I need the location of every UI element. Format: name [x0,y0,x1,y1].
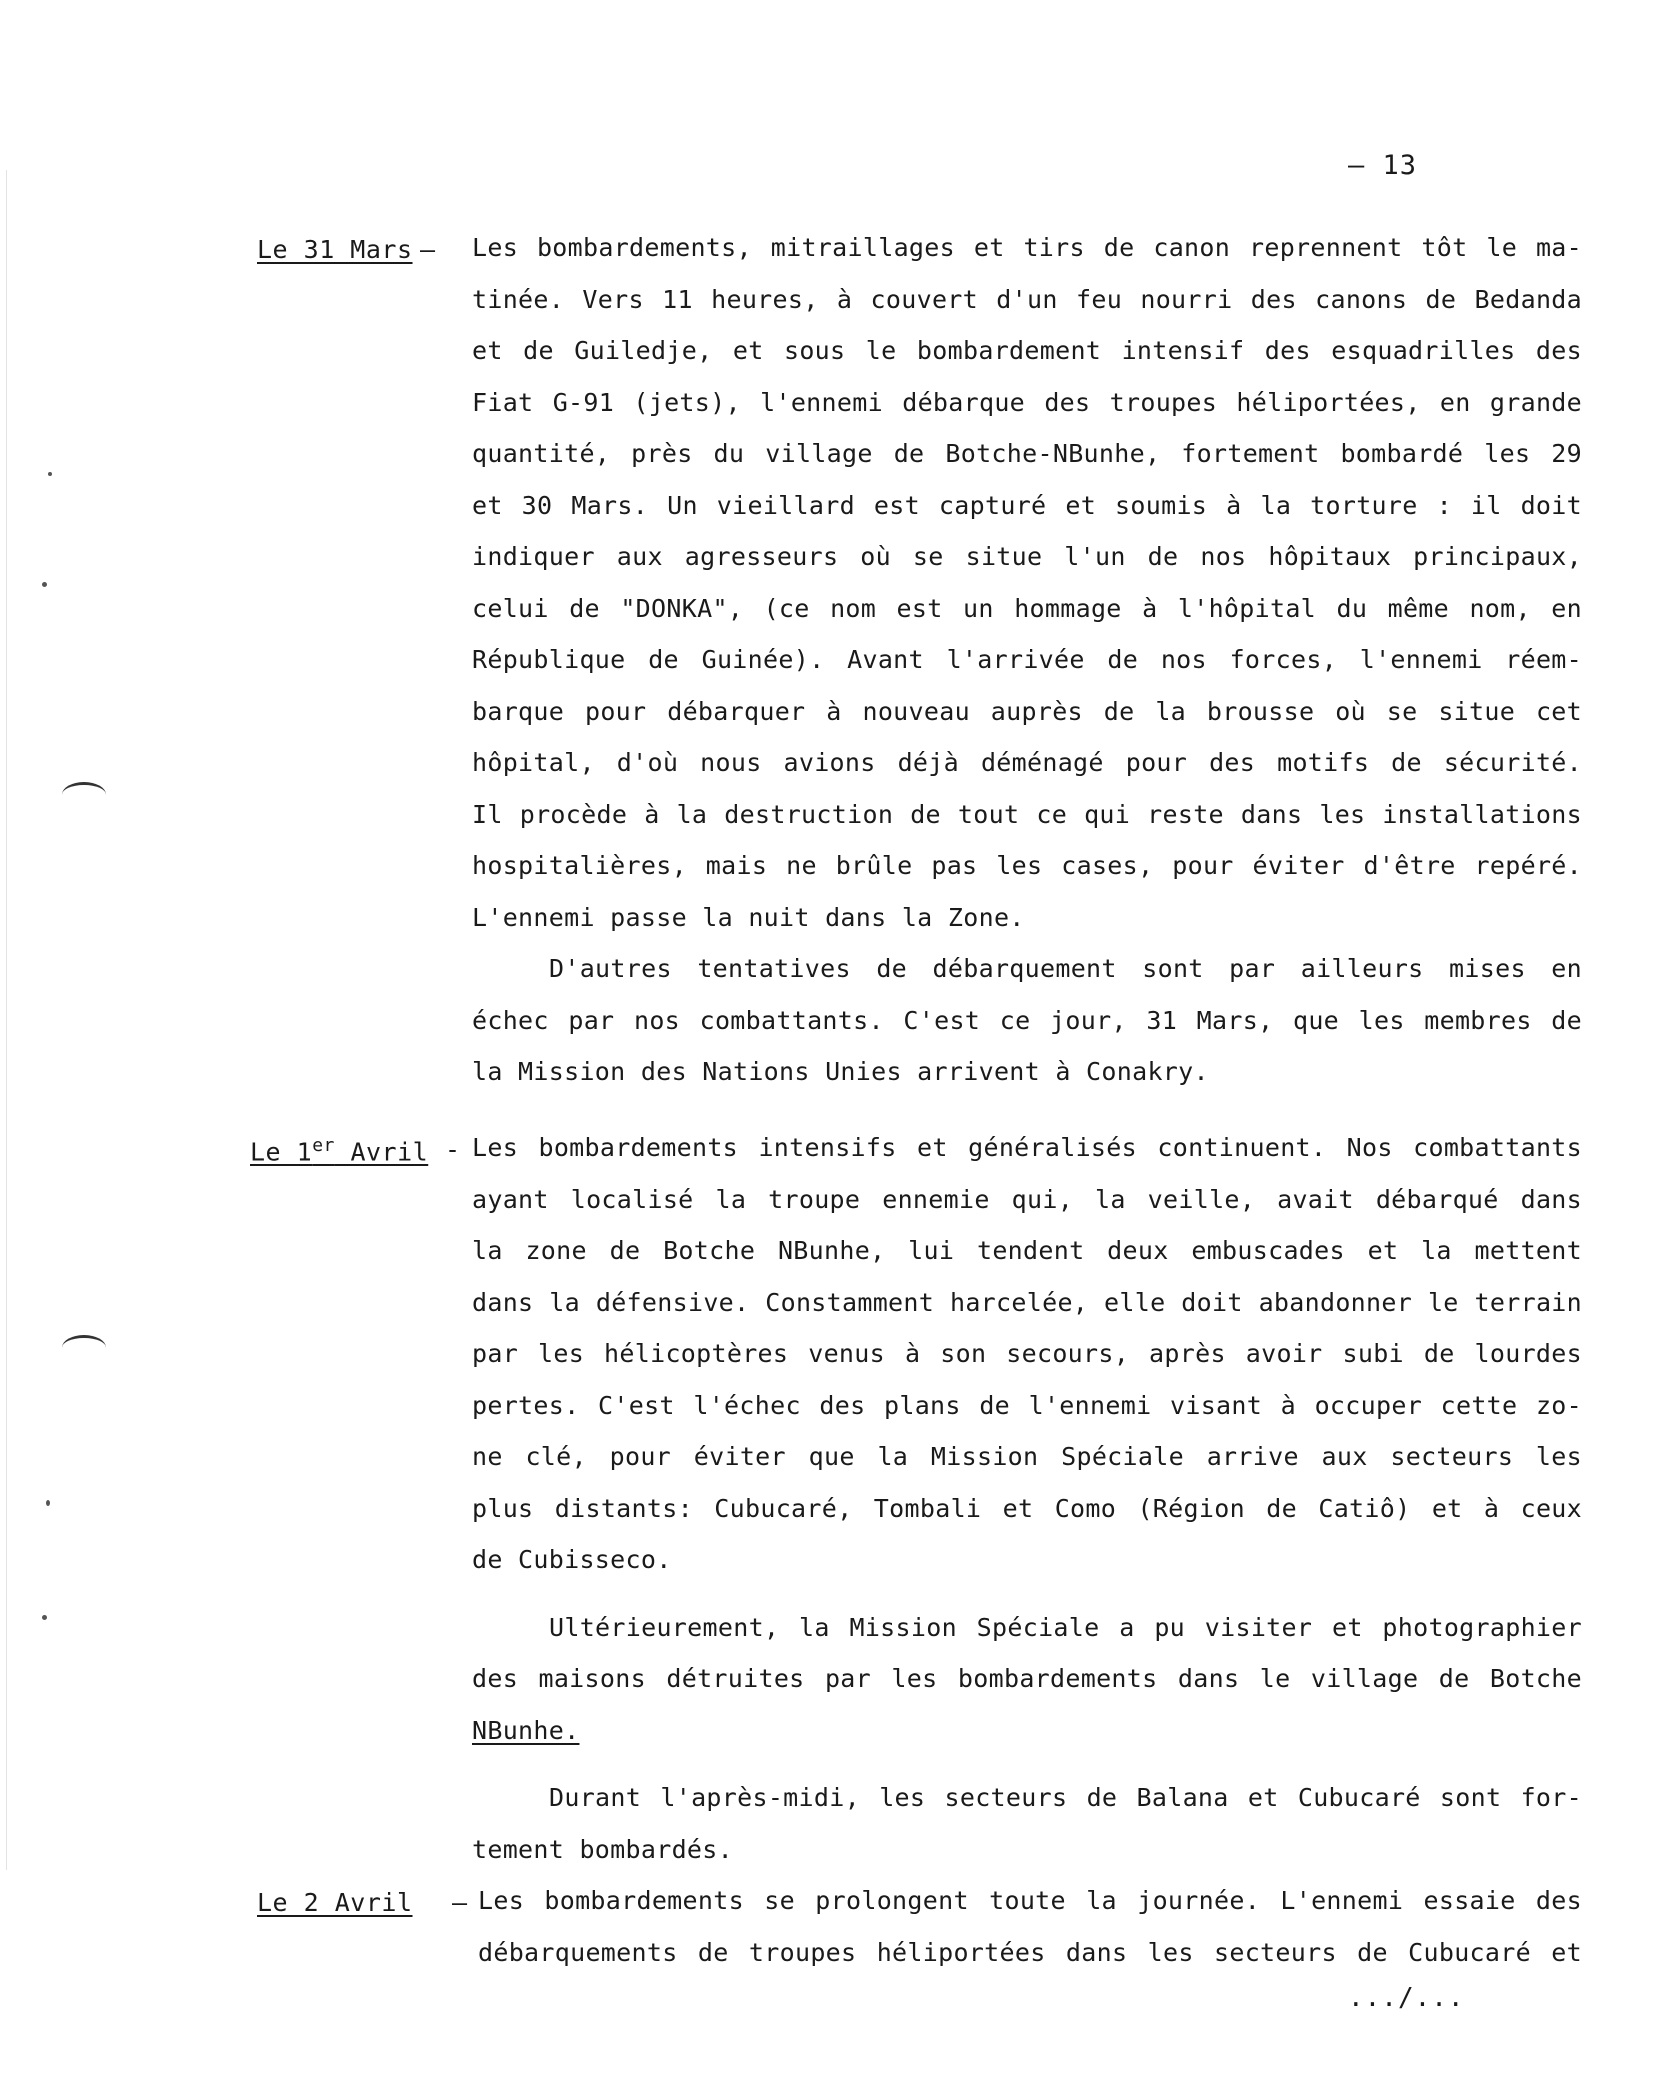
text-line: des maisons détruites par les bombardements dans le village de Botche [472,1664,1582,1693]
entry-date-sup: er [312,1135,335,1156]
entry-body [478,1875,1582,1978]
text-line: indiquer aux agresseurs où se situe l'un de nos hôpitaux principaux, [472,542,1582,571]
text-line: ne clé, pour éviter que la Mission Spéciale arrive aux secteurs les [472,1442,1582,1471]
margin-line [6,170,7,1870]
margin-speck [46,1500,50,1506]
entry-body [472,222,1582,1098]
text-line: Les bombardements, mitraillages et tirs de canon reprennent tôt le ma- [472,233,1582,262]
paragraph [472,222,1582,943]
entry-date: Le 31 Mars [257,235,413,264]
entry-dash: – [420,235,436,264]
text-line: Fiat G-91 (jets), l'ennemi débarque des troupes héliportées, en grande [472,387,1582,417]
text-line: dans la défensive. Constamment harcelée, elle doit abandonner le terrain [472,1287,1582,1317]
text-line: Durant l'après-midi, les secteurs de Balana et Cubucaré sont for- [549,1783,1582,1812]
entry-dash: – [452,1888,468,1917]
page-number: — 13 [1348,150,1418,181]
text-line: quantité, près du village de Botche-NBunhe, fortement bombardé les 29 [472,439,1582,468]
paragraph [472,943,1582,1098]
paragraph [472,1122,1582,1586]
text-line: et de Guiledje, et sous le bombardement intensif des esquadrilles des [472,336,1582,365]
text-line: la zone de Botche NBunhe, lui tendent deux embuscades et la mettent [472,1236,1582,1265]
entry-date-suffix: Avril [334,1137,429,1167]
continuation-mark: .../... [1348,1983,1465,2013]
punch-hole [62,782,106,807]
text-line: Les bombardements intensifs et généralisés continuent. Nos combattants [472,1133,1582,1162]
margin-speck [42,582,47,587]
text-line: par les hélicoptères venus à son secours, après avoir subi de lourdes [472,1339,1582,1368]
text-line: Les bombardements se prolongent toute la journée. L'ennemi essaie des [478,1886,1582,1915]
paragraph [478,1875,1582,1978]
text-line: Il procède à la destruction de tout ce qui reste dans les installations [472,799,1582,829]
paragraph [472,1602,1582,1757]
text-line: hôpital, d'où nous avions déjà déménagé pour des motifs de sécurité. [472,748,1582,777]
entry-dash: - [445,1135,461,1164]
entry-body [472,1122,1582,1875]
margin-speck [42,1615,47,1620]
text-line: plus distants: Cubucaré, Tombali et Como (Région de Catiô) et à ceux [472,1493,1582,1523]
text-line: celui de "DONKA", (ce nom est un hommage à l'hôpital du même nom, en [472,593,1582,623]
punch-hole [62,1335,106,1360]
text-line: la Mission des Nations Unies arrivent à Conakry. [472,1057,1209,1086]
text-line: D'autres tentatives de débarquement sont par ailleurs mises en [549,954,1582,983]
text-line: tement bombardés. [472,1834,733,1864]
text-line: échec par nos combattants. C'est ce jour, 31 Mars, que les membres de [472,1005,1582,1035]
entry-date: Le 2 Avril [257,1888,413,1917]
margin-speck [48,472,52,476]
paragraph [472,1772,1582,1875]
text-line: et 30 Mars. Un vieillard est capturé et soumis à la torture : il doit [472,490,1582,520]
text-line: tinée. Vers 11 heures, à couvert d'un feu nourri des canons de Bedanda [472,284,1582,314]
text-line: barque pour débarquer à nouveau auprès de la brousse où se situe cet [472,696,1582,726]
text-line: Ultérieurement, la Mission Spéciale a pu visiter et photographier [549,1612,1582,1642]
text-line: République de Guinée). Avant l'arrivée de nos forces, l'ennemi réem- [472,645,1582,674]
text-line: L'ennemi passe la nuit dans la Zone. [472,902,1025,932]
text-line: ayant localisé la troupe ennemie qui, la veille, avait débarqué dans [472,1184,1582,1214]
text-line: NBunhe. [472,1715,580,1745]
text-line: de Cubisseco. [472,1545,672,1574]
text-line: hospitalières, mais ne brûle pas les cases, pour éviter d'être repéré. [472,851,1582,880]
text-line: pertes. C'est l'échec des plans de l'ennemi visant à occuper cette zo- [472,1390,1582,1420]
entry-date-prefix: Le 1 [250,1137,313,1167]
text-line: débarquements de troupes héliportées dans les secteurs de Cubucaré et [478,1937,1582,1967]
entry-date [250,1135,428,1166]
